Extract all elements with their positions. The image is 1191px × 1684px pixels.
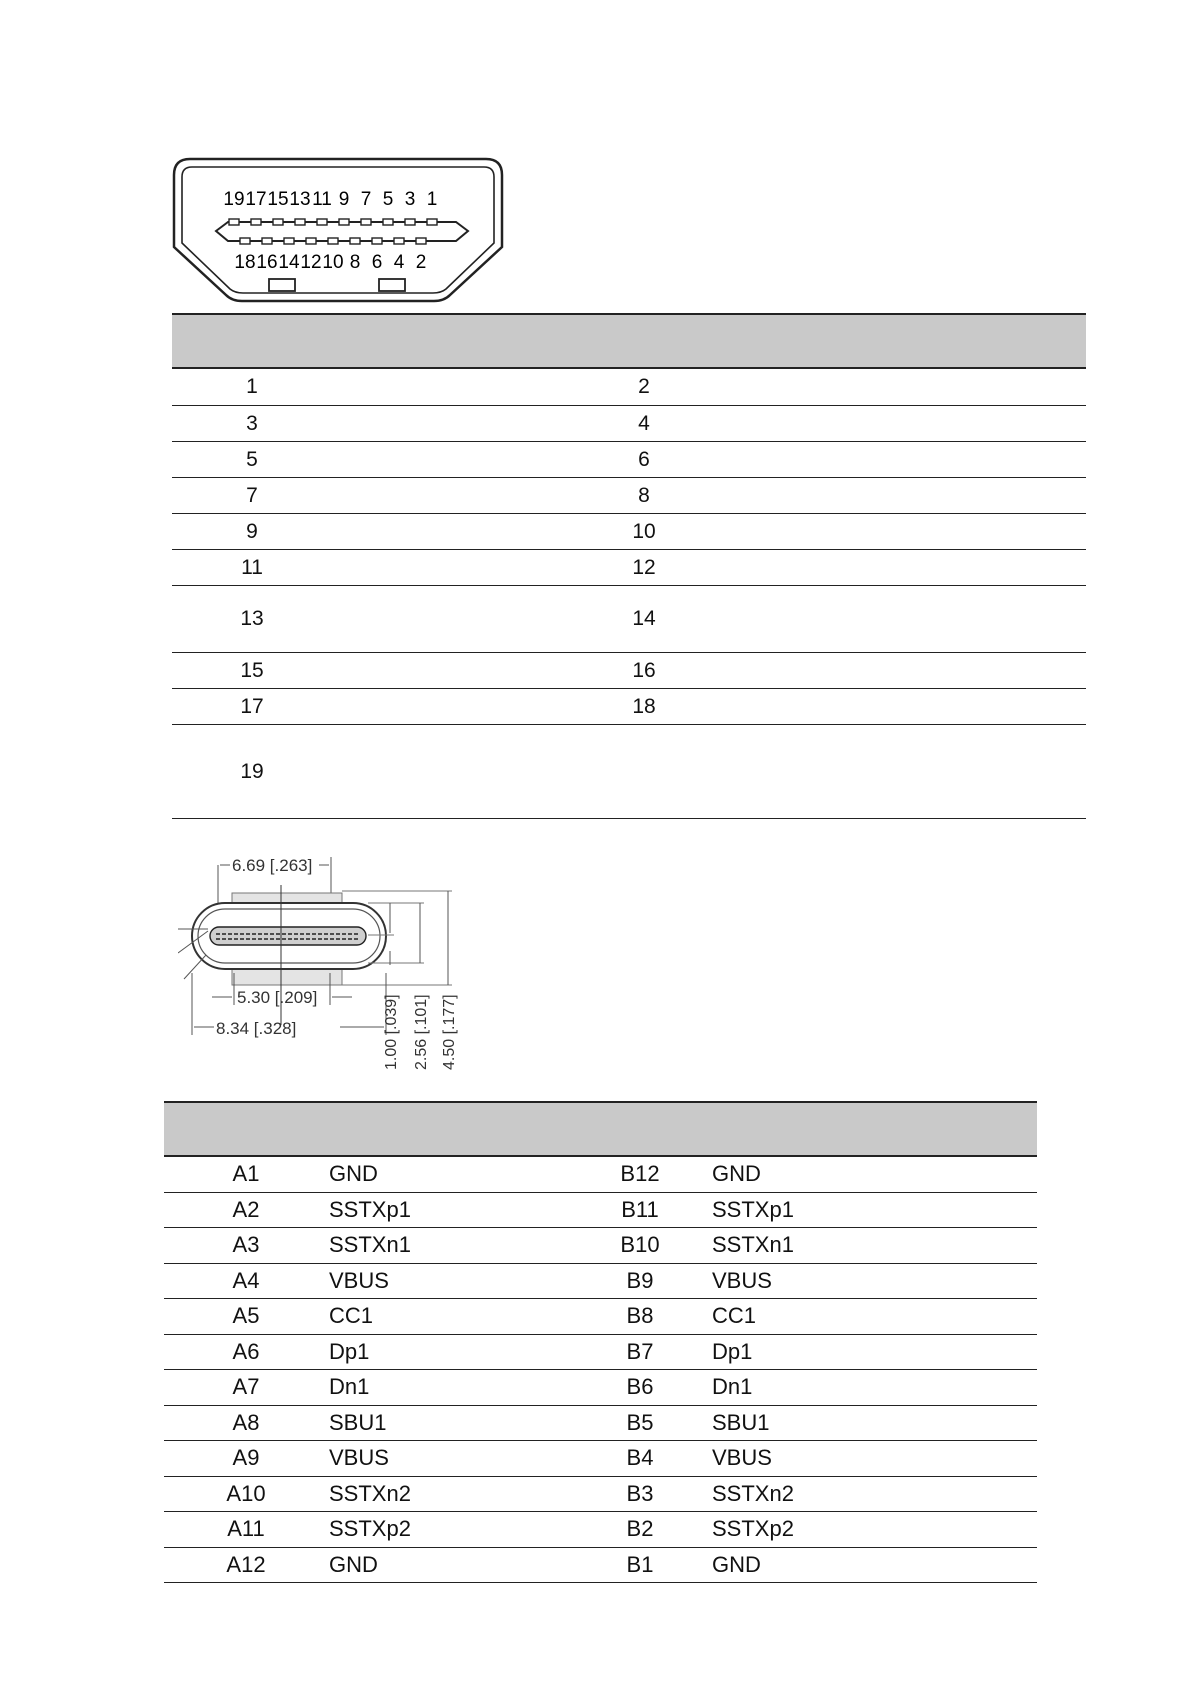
hdmi-bottom-pin-label: 12 (300, 252, 322, 273)
hdmi-pin-table (172, 313, 1086, 819)
hdmi-outer-shell (174, 159, 502, 301)
usbc-signal-a: SSTXn2 (329, 1480, 411, 1506)
hdmi-table-row (172, 689, 1086, 725)
hdmi-pin-odd: 17 (240, 694, 264, 718)
hdmi-pin-odd: 19 (240, 759, 264, 783)
usbc-dim-outer-height: 4.50 [.177] (441, 994, 458, 1070)
usbc-table-header (164, 1101, 1037, 1157)
hdmi-table-row (172, 514, 1086, 550)
usbc-tongue (210, 927, 366, 945)
usbc-pin-b: B2 (626, 1516, 654, 1542)
hdmi-table-row (172, 725, 1086, 819)
usbc-pin-b: B6 (626, 1374, 654, 1400)
hdmi-top-contact (427, 219, 437, 225)
usbc-table-row (164, 1548, 1037, 1584)
usbc-pin-a: A3 (232, 1232, 260, 1258)
usbc-pin-a: A9 (232, 1445, 260, 1471)
usbc-pin-a: A5 (232, 1303, 260, 1329)
usbc-signal-b: SSTXn2 (712, 1480, 794, 1506)
usbc-signal-a: SSTXn1 (329, 1232, 411, 1258)
usbc-signal-b: CC1 (712, 1303, 757, 1329)
usbc-table-row (164, 1157, 1037, 1193)
usbc-signal-a: GND (329, 1551, 378, 1577)
usbc-signal-b: VBUS (712, 1445, 772, 1471)
hdmi-top-pin-label: 19 (223, 189, 245, 210)
hdmi-top-contact (339, 219, 349, 225)
usbc-dim-width-inner: 6.69 [.263] (232, 856, 313, 875)
usbc-signal-a: Dp1 (329, 1338, 370, 1364)
usbc-table-row (164, 1299, 1037, 1335)
usbc-table-row (164, 1441, 1037, 1477)
usbc-pin-b: B10 (620, 1232, 660, 1258)
usbc-pin-b: B11 (621, 1196, 659, 1222)
usbc-connector-diagram (178, 845, 478, 1075)
usbc-table-row (164, 1370, 1037, 1406)
hdmi-pin-even: 10 (632, 519, 656, 543)
usbc-pin-b: B1 (626, 1551, 654, 1577)
hdmi-bottom-contact (262, 238, 272, 244)
hdmi-top-pin-label: 3 (404, 189, 416, 210)
hdmi-table-row (172, 653, 1086, 689)
usbc-pin-b: B3 (626, 1480, 654, 1506)
hdmi-table-row (172, 478, 1086, 514)
usbc-signal-b: SSTXp2 (712, 1516, 794, 1542)
usbc-signal-b: SBU1 (712, 1409, 770, 1435)
hdmi-top-contact (295, 219, 305, 225)
hdmi-top-pin-label: 11 (312, 189, 332, 210)
hdmi-key-notch-right (379, 279, 405, 291)
usbc-pin-a: A2 (232, 1196, 260, 1222)
usbc-table-row (164, 1477, 1037, 1513)
usbc-table-row (164, 1193, 1037, 1229)
usbc-pin-b: B12 (620, 1161, 660, 1187)
usbc-pin-a: A11 (227, 1516, 265, 1542)
hdmi-pin-odd: 15 (240, 658, 264, 682)
hdmi-top-pin-label: 15 (267, 189, 289, 210)
hdmi-table-row (172, 550, 1086, 586)
usbc-pin-b: B7 (626, 1338, 654, 1364)
usbc-pin-b: B4 (626, 1445, 654, 1471)
hdmi-pin-even: 6 (638, 447, 650, 471)
hdmi-bottom-contact (306, 238, 316, 244)
hdmi-bottom-pin-label: 2 (415, 252, 427, 273)
hdmi-top-contact (229, 219, 239, 225)
hdmi-pin-odd: 3 (246, 411, 258, 435)
usbc-pin-a: A12 (226, 1551, 266, 1577)
usbc-pin-a: A4 (232, 1267, 260, 1293)
hdmi-pin-odd: 1 (246, 375, 258, 398)
usbc-signal-a: Dn1 (329, 1374, 370, 1400)
usbc-table-row (164, 1512, 1037, 1548)
usbc-dim-opening-height: 2.56 [.101] (413, 994, 430, 1070)
hdmi-pin-even: 8 (638, 483, 650, 507)
hdmi-bottom-pin-label: 14 (278, 252, 300, 273)
usbc-pin-a: A7 (232, 1374, 260, 1400)
usbc-signal-a: CC1 (329, 1303, 374, 1329)
usbc-signal-a: GND (329, 1161, 378, 1187)
hdmi-table-row (172, 442, 1086, 478)
hdmi-bottom-pin-label: 8 (349, 252, 361, 273)
usbc-signal-a: SBU1 (329, 1409, 387, 1435)
hdmi-top-pin-label: 13 (289, 189, 311, 210)
hdmi-top-pin-label: 17 (245, 189, 267, 210)
hdmi-top-contact (361, 219, 371, 225)
usbc-pin-a: A10 (226, 1480, 266, 1506)
hdmi-table-row (172, 369, 1086, 406)
hdmi-bottom-pin-label: 6 (371, 252, 383, 273)
usbc-signal-a: SSTXp2 (329, 1516, 411, 1542)
hdmi-bottom-pin-label: 16 (256, 252, 278, 273)
usbc-dim-tongue-thickness: 1.00 [.039] (383, 994, 400, 1070)
hdmi-bottom-contact (284, 238, 294, 244)
hdmi-inner-shell (182, 167, 494, 293)
hdmi-connector-diagram (168, 155, 508, 305)
usbc-signal-b: GND (712, 1161, 761, 1187)
usbc-signal-b: GND (712, 1551, 761, 1577)
usbc-table-row (164, 1228, 1037, 1264)
hdmi-pin-odd: 9 (246, 519, 258, 543)
usbc-pin-b: B5 (626, 1409, 654, 1435)
hdmi-bottom-pin-label: 10 (322, 252, 344, 273)
hdmi-top-pin-label: 9 (338, 189, 350, 210)
usbc-signal-a: VBUS (329, 1267, 389, 1293)
hdmi-top-contact (251, 219, 261, 225)
hdmi-bottom-contact (350, 238, 360, 244)
usbc-signal-a: SSTXp1 (329, 1196, 411, 1222)
hdmi-pin-even: 18 (632, 694, 656, 718)
usbc-signal-b: SSTXp1 (712, 1196, 794, 1222)
hdmi-pin-even: 4 (638, 411, 650, 435)
usbc-pin-a: A1 (232, 1161, 260, 1187)
hdmi-table-row (172, 586, 1086, 653)
hdmi-pin-odd: 5 (246, 447, 258, 471)
hdmi-key-notch-left (269, 279, 295, 291)
hdmi-top-contact (405, 219, 415, 225)
hdmi-top-contact (273, 219, 283, 225)
usbc-pin-b: B8 (626, 1303, 654, 1329)
hdmi-pin-even: 16 (632, 658, 656, 682)
usbc-pin-a: A6 (232, 1338, 260, 1364)
hdmi-bottom-contact (372, 238, 382, 244)
hdmi-bottom-pin-label: 4 (393, 252, 405, 273)
usbc-signal-b: VBUS (712, 1267, 772, 1293)
hdmi-bottom-contact (416, 238, 426, 244)
usbc-table-row (164, 1406, 1037, 1442)
usbc-signal-b: Dp1 (712, 1338, 753, 1364)
hdmi-top-contact (383, 219, 393, 225)
usbc-dim-outer-width: 8.34 [.328] (216, 1019, 297, 1038)
usbc-pin-a: A8 (232, 1409, 260, 1435)
usbc-table-row (164, 1335, 1037, 1371)
usbc-dim-tongue-width: 5.30 [.209] (237, 988, 318, 1007)
hdmi-pin-even: 14 (632, 607, 656, 630)
hdmi-top-contact (317, 219, 327, 225)
hdmi-bottom-contact (328, 238, 338, 244)
hdmi-pin-odd: 7 (246, 483, 258, 507)
hdmi-top-pin-label: 5 (382, 189, 394, 210)
usbc-signal-b: SSTXn1 (712, 1232, 794, 1258)
usbc-signal-a: VBUS (329, 1445, 389, 1471)
hdmi-bottom-contact (240, 238, 250, 244)
hdmi-top-pin-label: 1 (426, 189, 438, 210)
hdmi-pin-odd: 13 (240, 607, 264, 630)
hdmi-bottom-pin-label: 18 (234, 252, 256, 273)
hdmi-bottom-contact (394, 238, 404, 244)
usbc-pin-table (164, 1101, 1037, 1583)
usbc-signal-b: Dn1 (712, 1374, 753, 1400)
usbc-pin-b: B9 (626, 1267, 654, 1293)
hdmi-top-pin-label: 7 (360, 189, 372, 210)
hdmi-pin-even: 2 (638, 375, 650, 398)
hdmi-pin-even: 12 (632, 555, 656, 579)
hdmi-table-row (172, 406, 1086, 442)
hdmi-table-header (172, 313, 1086, 369)
hdmi-pin-odd: 11 (241, 555, 263, 579)
usbc-table-row (164, 1264, 1037, 1300)
